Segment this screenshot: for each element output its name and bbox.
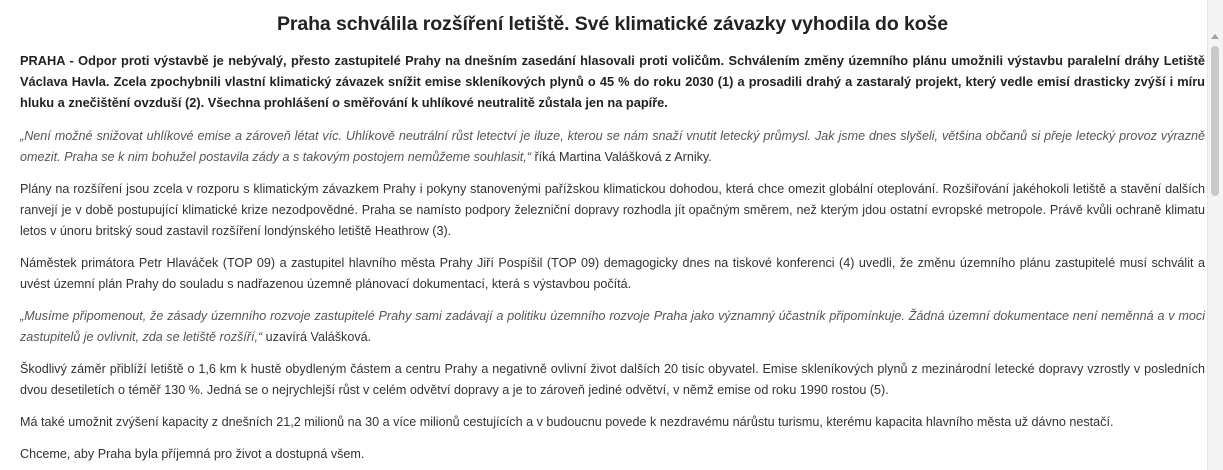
paragraph-capacity: Má také umožnit zvýšení kapacity z dnešních 21,2 milionů na 30 a více milionů cestujících a v budoucnu povede k nezdravému nárůstu turismu, kterému kapacita hlavního města už dávno nestačí. [20,415,1114,429]
paragraph-closing: Chceme, aby Praha byla příjemná pro život a dostupná všem. [20,447,365,461]
quote-valaskova-1 [20,126,1205,168]
paragraph-press-conference: Náměstek primátora Petr Hlaváček (TOP 09) a zastupitel hlavního města Prahy Jiří Pospíšil (TOP 09) demagogicky dnes na tiskové konferenci (4) uvedli, že změnu územního plánu zastupitelé musí schválit a uvést územní plán Prahy do souladu s nadřazenou územně plánovací dokumentací, která s výstavbou počítá. [20,256,1205,291]
article-lead: PRAHA - Odpor proti výstavbě je nebývalý, přesto zastupitelé Prahy na dnešním zasedání hlasovali proti voličům. Schválením změny územního plánu umožnili výstavbu paralelní dráhy Letiště Václava Havla. Zcela zpochybnili vlastní klimatický závazek snížit emise skleníkových plynů o 45 % do roku 2030 (1) a prosadili drahý a zastaralý projekt, který vedle emisí drasticky zvýší i míru hluku a znečištění ovzduší (2). Všechna prohlášení o směřování k uhlíkové neutralitě zůstala jen na papíře. [20,53,1205,110]
paragraph-climate-commitment: Plány na rozšíření jsou zcela v rozporu s klimatickým závazkem Prahy i pokyny stanovenými pařížskou klimatickou dohodou, která chce omezit globální oteplování. Rozšiřování jakéhokoli letiště a stavění dalších ranvejí je v době postupující klimatické krize nezodpovědné. Praha se namísto podpory železniční dopravy rozhodla jít opačným směrem, než kterým jdou ostatní evropské metropole. Právě kvůli ochraně klimatu letos v únoru britský soud zastavil rozšíření londýnského letiště Heathrow (3). [20,182,1205,238]
article-body [20,0,1205,465]
article-title: Praha schválila rozšíření letiště. Své klimatické závazky vyhodila do koše [276,13,949,35]
quote-text: „Musíme připomenout, že zásady územního rozvoje zastupitelé Prahy sami zadávají a politiku územního rozvoje Praha jako významný účastník připomínkuje. Žádná územní dokumentace není neměnná a v moci zastupitelů je ovlivnit, zda se letiště rozšíří,“ [20,309,1205,344]
paragraph-harmful-plan: Škodlivý záměr přiblíží letiště o 1,6 km k hustě obydleným částem a centru Prahy a negativně ovlivní život dalších 20 tisíc obyvatel. Emise skleníkových plynů z mezinárodní letecké dopravy vzrostly v posledních dvou desetiletích o téměř 130 %. Jedná se o nejrychlejší růst v celém odvětví dopravy a je to zároveň jediné odvětví, v němž emise od roku 1990 rostou (5). [20,362,1205,397]
scrollbar-thumb[interactable] [1211,46,1219,196]
vertical-scrollbar[interactable] [1207,0,1223,470]
quote-attribution: uzavírá Valášková. [262,330,372,344]
quote-text: „Není možné snižovat uhlíkové emise a zároveň létat víc. Uhlíkově neutrální růst letectví je iluze, kterou se nám snaží vnutit letecký průmysl. Jak jsme dnes slyšeli, většina občanů si přeje letecký provoz výrazně omezit. Praha se k nim bohužel postavila zády a s takovým postojem nemůžeme souhlasit,“ [20,129,1205,164]
quote-valaskova-2 [20,306,1205,348]
scroll-up-arrow-icon[interactable] [1211,34,1219,39]
quote-attribution: říká Martina Valášková z Arniky. [530,150,712,164]
